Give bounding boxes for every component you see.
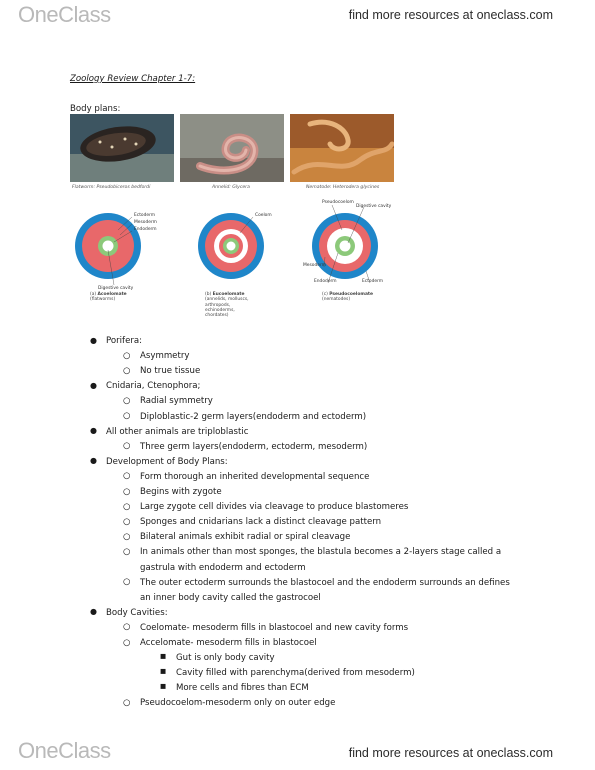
list-item-continuation: gastrula with endoderm and ectoderm — [140, 562, 306, 573]
oneclass-logo-footer[interactable] — [18, 740, 111, 762]
list-item-level-2: ○ Diploblastic-2 germ layers(endoderm and ectoderm) — [140, 412, 366, 422]
endoderm-label-c: Endoderm — [314, 279, 337, 284]
list-item-level-1: ● Porifera: — [106, 336, 142, 346]
list-item-level-2: ○ Radial symmetry — [140, 396, 213, 406]
list-item-level-1: ● All other animals are triploblastic — [106, 427, 248, 437]
list-item-level-2: ○ Sponges and cnidarians lack a distinct cleavage pattern — [140, 517, 381, 527]
list-item-level-2: ○ Large zygote cell divides via cleavage to produce blastomeres — [140, 502, 408, 512]
list-item-level-1: ● Cnidaria, Ctenophora; — [106, 381, 200, 391]
list-item-level-2: ○ Accelomate- mesoderm fills in blastocoel — [140, 638, 317, 648]
logo-text: OneClass — [18, 738, 111, 763]
ectoderm-label-c: Ectoderm — [362, 279, 384, 284]
flatworm-caption: Flatworm: Pseudobiceros bedfordi — [72, 185, 151, 190]
ectoderm-label: Ectoderm — [134, 213, 156, 218]
pseudocoelomate-caption: (c) Pseudocoelomate (nematodes) — [322, 292, 373, 303]
list-item-level-2: ○ Three germ layers(endoderm, ectoderm, mesoderm) — [140, 442, 367, 452]
page-title: Zoology Review Chapter 1-7: — [70, 74, 196, 84]
mesoderm-label: Mesoderm — [134, 220, 157, 225]
list-item-level-2: ○ Begins with zygote — [140, 487, 222, 497]
nematode-caption: Nematode: Heterodera glycines — [306, 185, 380, 190]
list-item-level-2: ○ The outer ectoderm surrounds the blastocoel and the endoderm surrounds an defines — [140, 578, 510, 588]
eucoelomate-diagram — [198, 213, 264, 279]
list-item-continuation: an inner body cavity called the gastrocoel — [140, 592, 321, 603]
list-item-level-2: ○ Pseudocoelom-mesoderm only on outer edge — [140, 698, 335, 708]
list-item-level-2: ○ Coelomate- mesoderm fills in blastocoel and new cavity forms — [140, 623, 408, 633]
section-heading: Body plans: — [70, 104, 121, 114]
list-item-level-3: ■ More cells and fibres than ECM — [176, 683, 309, 693]
pseudocoelomate-diagram — [312, 205, 378, 283]
endoderm-label: Endoderm — [134, 227, 157, 232]
flatworm-photo — [70, 114, 174, 182]
acoelomate-diagram — [75, 213, 141, 285]
eucoelomate-caption: (b) Eucoelomate (annelids, molluscs, arthropods, echinoderms, chordates) — [205, 292, 249, 319]
mesoderm-label-c: Mesoderm — [303, 263, 326, 268]
header-tagline-link[interactable]: find more resources at oneclass.com — [348, 8, 553, 22]
footer-tagline-link[interactable]: find more resources at oneclass.com — [348, 746, 553, 760]
list-item-level-3: ■ Cavity filled with parenchyma(derived from mesoderm) — [176, 668, 415, 678]
oneclass-logo[interactable] — [18, 4, 111, 26]
annelid-caption: Annelid: Glycera — [212, 185, 250, 190]
logo-text: OneClass — [18, 2, 111, 27]
digestive-cavity-label-c: Digestive cavity — [356, 204, 392, 209]
annelid-photo — [180, 114, 284, 182]
list-item-level-3: ■ Gut is only body cavity — [176, 653, 275, 663]
acoelomate-caption: (a) Acoelomate (flatworms) — [90, 292, 127, 303]
list-item-level-2: ○ Asymmetry — [140, 351, 189, 361]
list-item-level-2: ○ In animals other than most sponges, the blastula becomes a 2-layers stage called a — [140, 547, 501, 557]
list-item-level-1: ● Development of Body Plans: — [106, 457, 228, 467]
list-item-level-2: ○ Form thorough an inherited developmental sequence — [140, 472, 369, 482]
list-item-level-2: ○ Bilateral animals exhibit radial or spiral cleavage — [140, 532, 350, 542]
digestive-cavity-label: Digestive cavity — [98, 286, 134, 291]
list-item-level-2: ○ No true tissue — [140, 366, 200, 376]
list-item-level-1: ● Body Cavities: — [106, 608, 168, 618]
pseudocoelom-label: Pseudocoelom — [322, 200, 354, 205]
coelom-label: Coelom — [255, 213, 272, 218]
nematode-photo — [290, 114, 394, 182]
